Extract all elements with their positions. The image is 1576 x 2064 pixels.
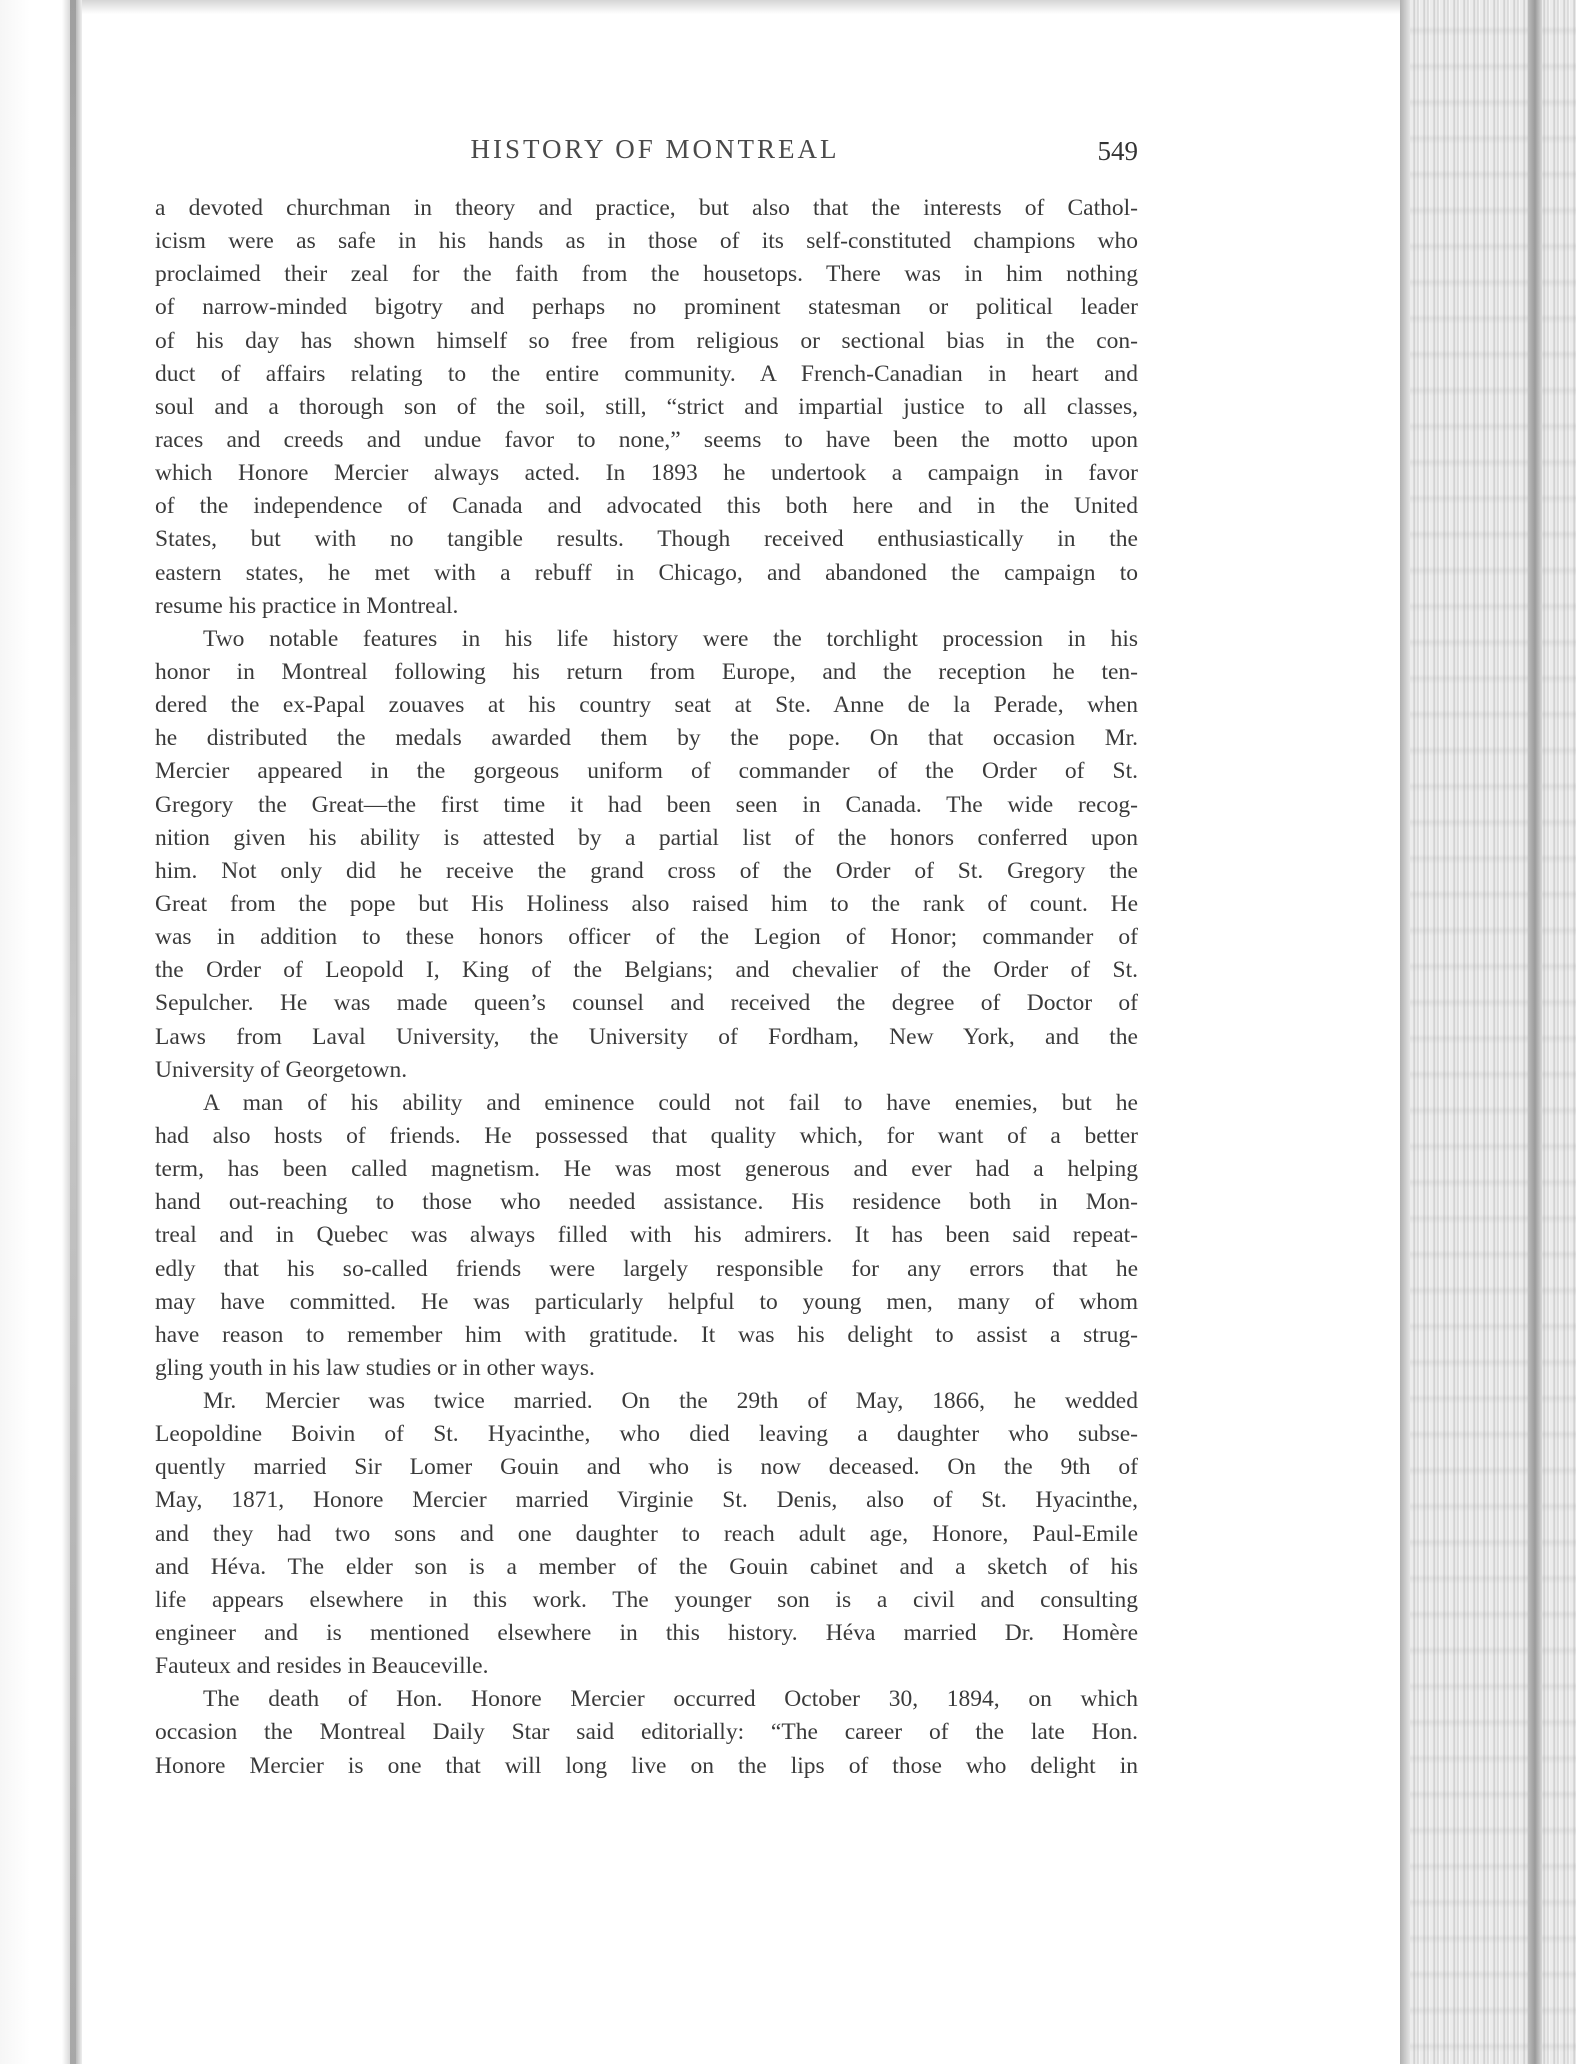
text-line: Two notable features in his life history were the torchlight procession in his: [203, 625, 1138, 652]
text-line: a devoted churchman in theory and practice, but also that the interests of Cathol-: [155, 195, 1138, 221]
text-line: and Héva. The elder son is a member of the Gouin cabinet and a sketch of his: [155, 1553, 1138, 1580]
text-line: him. Not only did he receive the grand cross of the Order of St. Gregory the: [155, 857, 1138, 884]
text-line: gling youth in his law studies or in other ways.: [155, 1354, 595, 1381]
text-line: soul and a thorough son of the soil, still, “strict and impartial justice to all classes,: [155, 393, 1138, 420]
text-line: Leopoldine Boivin of St. Hyacinthe, who died leaving a daughter who subse-: [155, 1421, 1138, 1448]
text-line: Sepulcher. He was made queen’s counsel and received the degree of Doctor of: [155, 990, 1138, 1017]
text-line: May, 1871, Honore Mercier married Virginie St. Denis, also of St. Hyacinthe,: [155, 1487, 1138, 1514]
text-line: of narrow-minded bigotry and perhaps no prominent statesman or political leader: [155, 294, 1138, 321]
text-line: and they had two sons and one daughter to reach adult age, Honore, Paul-Emile: [155, 1520, 1138, 1547]
text-line: A man of his ability and eminence could not fail to have enemies, but he: [203, 1089, 1138, 1116]
text-line: occasion the Montreal Daily Star said editorially: “The career of the late Hon.: [155, 1719, 1138, 1746]
text-line: he distributed the medals awarded them by the pope. On that occasion Mr.: [155, 725, 1138, 752]
text-line: University of Georgetown.: [155, 1056, 408, 1083]
text-line: honor in Montreal following his return from Europe, and the reception he ten-: [155, 658, 1138, 685]
text-line: life appears elsewhere in this work. The younger son is a civil and consulting: [155, 1586, 1138, 1613]
running-head: HISTORY OF MONTREAL: [470, 134, 840, 164]
text-line: engineer and is mentioned elsewhere in this history. Héva married Dr. Homère: [155, 1620, 1138, 1647]
text-line: resume his practice in Montreal.: [155, 592, 459, 619]
text-line: was in addition to these honors officer of the Legion of Honor; commander of: [155, 924, 1138, 951]
text-line: Mercier appeared in the gorgeous uniform of commander of the Order of St.: [155, 758, 1138, 785]
text-line: eastern states, he met with a rebuff in Chicago, and abandoned the campaign to: [155, 559, 1138, 586]
text-line: edly that his so-called friends were largely responsible for any errors that he: [155, 1255, 1138, 1282]
page-top-shadow: [0, 0, 1576, 14]
text-line: of the independence of Canada and advocated this both here and in the United: [155, 493, 1138, 520]
text-line: The death of Hon. Honore Mercier occurred October 30, 1894, on which: [203, 1686, 1138, 1713]
text-line: hand out-reaching to those who needed assistance. His residence both in Mon-: [155, 1189, 1138, 1216]
text-line: nition given his ability is attested by a partial list of the honors conferred upon: [155, 824, 1138, 851]
text-line: of his day has shown himself so free from religious or sectional bias in the con-: [155, 327, 1138, 354]
text-line: races and creeds and undue favor to none,” seems to have been the motto upon: [155, 426, 1138, 453]
text-line: Honore Mercier is one that will long live on the lips of those who delight in: [155, 1752, 1138, 1779]
text-line: Mr. Mercier was twice married. On the 29th of May, 1866, he wedded: [203, 1388, 1138, 1415]
page-header: [160, 128, 1150, 178]
text-line: Great from the pope but His Holiness also raised him to the rank of count. He: [155, 890, 1138, 917]
text-line: term, has been called magnetism. He was most generous and ever had a helping: [155, 1156, 1138, 1183]
text-line: dered the ex-Papal zouaves at his country seat at Ste. Anne de la Perade, when: [155, 692, 1138, 719]
body-text: [155, 192, 1138, 1783]
page-number: 549: [1097, 136, 1138, 166]
text-line: the Order of Leopold I, King of the Belgians; and chevalier of the Order of St.: [155, 957, 1138, 984]
text-line: which Honore Mercier always acted. In 1893 he undertook a campaign in favor: [155, 460, 1138, 487]
page-stack-inner-edge: [1400, 0, 1410, 2064]
text-line: quently married Sir Lomer Gouin and who is now deceased. On the 9th of: [155, 1454, 1138, 1481]
text-line: Fauteux and resides in Beauceville.: [155, 1653, 489, 1680]
text-line: Laws from Laval University, the University of Fordham, New York, and the: [155, 1023, 1138, 1050]
page-stack-shading: [1400, 0, 1576, 2064]
gutter-shadow-line: [70, 0, 76, 2064]
text-line: had also hosts of friends. He possessed that quality which, for want of a better: [155, 1122, 1138, 1149]
text-line: may have committed. He was particularly helpful to young men, many of whom: [155, 1288, 1138, 1315]
text-line: icism were as safe in his hands as in those of its self-constituted champions who: [155, 228, 1138, 255]
text-line: treal and in Quebec was always filled with his admirers. It has been said repeat-: [155, 1222, 1138, 1249]
text-line: have reason to remember him with gratitude. It was his delight to assist a strug-: [155, 1321, 1138, 1348]
text-line: duct of affairs relating to the entire community. A French-Canadian in heart and: [155, 360, 1138, 387]
text-line: Gregory the Great—the first time it had been seen in Canada. The wide recog-: [155, 791, 1138, 818]
text-line: States, but with no tangible results. Though received enthusiastically in the: [155, 526, 1138, 553]
book-cover-edge: [1528, 0, 1542, 2064]
text-line: proclaimed their zeal for the faith from the housetops. There was in him nothing: [155, 261, 1138, 288]
